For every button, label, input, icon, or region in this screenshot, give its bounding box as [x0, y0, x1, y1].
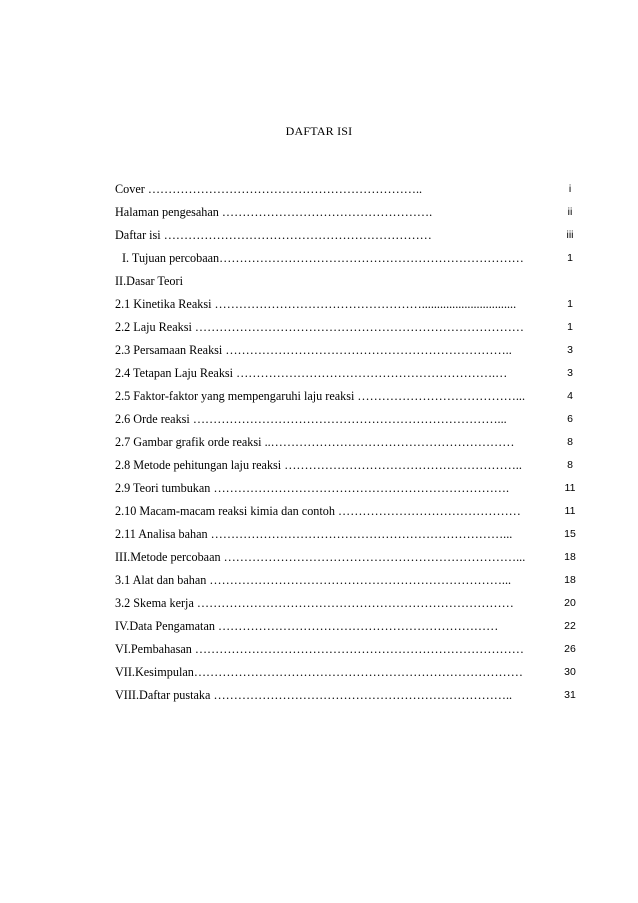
- toc-entry-page: 11: [564, 505, 576, 517]
- toc-section-data-pengamatan: [115, 615, 585, 638]
- toc-entry-2-3: [115, 339, 585, 362]
- toc-entry-page: 3: [567, 344, 573, 356]
- toc-entry-page: 20: [564, 597, 576, 609]
- toc-section-daftar-pustaka: [115, 684, 585, 707]
- toc-entry-label: 2.3 Persamaan Reaksi ……………………………………………………………..: [115, 343, 512, 357]
- toc-entry-page: 11: [564, 482, 576, 494]
- toc-entry-2-4: [115, 362, 585, 385]
- toc-entry-label: VI.Pembahasan ………………………………………………………………………: [115, 642, 524, 656]
- toc-entry-2-10: [115, 500, 585, 523]
- toc-entry-2-5: [115, 385, 585, 408]
- toc-entry-page: 26: [564, 643, 576, 655]
- toc-entry-page: 8: [567, 436, 573, 448]
- toc-entry-label: 2.7 Gambar grafik orde reaksi ..……………………………………………………: [115, 435, 515, 449]
- toc-entry-cover: [115, 178, 585, 201]
- toc-entry-label: 2.5 Faktor-faktor yang mempengaruhi laju reaksi …………………………………...: [115, 389, 525, 403]
- toc-entry-label: 2.2 Laju Reaksi ………………………………………………………………………: [115, 320, 524, 334]
- toc-entry-2-8: [115, 454, 585, 477]
- toc-entry-label: VII.Kesimpulan………………………………………………………………………: [115, 665, 523, 679]
- toc-section-kesimpulan: [115, 661, 585, 684]
- toc-entry-2-2: [115, 316, 585, 339]
- toc-entry-label: III.Metode percobaan ………………………………………………………………...: [115, 550, 526, 564]
- toc-entry-halaman-pengesahan: [115, 201, 585, 224]
- toc-entry-label: VIII.Daftar pustaka ………………………………………………………………..: [115, 688, 513, 702]
- toc-entry-label: 2.11 Analisa bahan ………………………………………………………………...: [115, 527, 513, 541]
- toc-section-pembahasan: [115, 638, 585, 661]
- toc-entry-label: 2.1 Kinetika Reaksi ……………………………………………...............................: [115, 297, 517, 311]
- toc-entry-3-1: [115, 569, 585, 592]
- toc-entry-2-7: [115, 431, 585, 454]
- toc-entry-page: 22: [564, 620, 576, 632]
- toc-entry-label: 2.4 Tetapan Laju Reaksi ……………………………………………………….…: [115, 366, 508, 380]
- toc-entry-page: 1: [567, 321, 573, 333]
- toc-entry-page: 18: [564, 551, 576, 563]
- toc-entry-page: 6: [567, 413, 573, 425]
- toc-entry-2-1: [115, 293, 585, 316]
- toc-entry-label: II.Dasar Teori: [115, 274, 183, 288]
- toc-entry-page: 3: [567, 367, 573, 379]
- toc-entry-page: 15: [564, 528, 576, 540]
- toc-section-metode-percobaan: [115, 546, 585, 569]
- toc-entry-label: Daftar isi …………………………………………………………: [115, 228, 432, 242]
- toc-entry-daftar-isi: [115, 224, 585, 247]
- toc-entry-page: iii: [566, 229, 574, 241]
- table-of-contents: [115, 178, 585, 707]
- toc-entry-page: 31: [564, 689, 576, 701]
- toc-entry-page: 8: [567, 459, 573, 471]
- toc-entry-page: i: [568, 183, 572, 195]
- toc-entry-page: 30: [564, 666, 576, 678]
- toc-entry-label: Halaman pengesahan …………………………………………….: [115, 205, 433, 219]
- toc-entry-3-2: [115, 592, 585, 615]
- toc-entry-label: Cover …………………………………………………………..: [115, 182, 423, 196]
- toc-entry-page: 18: [564, 574, 576, 586]
- toc-entry-2-9: [115, 477, 585, 500]
- toc-entry-label: 3.2 Skema kerja ……………………………………………………………………: [115, 596, 514, 610]
- toc-entry-2-6: [115, 408, 585, 431]
- toc-entry-label: I. Tujuan percobaan…………………………………………………………………: [122, 251, 524, 265]
- toc-entry-tujuan-percobaan: [115, 247, 585, 270]
- toc-entry-label: IV.Data Pengamatan ……………………………………………………………: [115, 619, 499, 633]
- toc-entry-label: 2.9 Teori tumbukan ……………………………………………………………….: [115, 481, 509, 495]
- toc-entry-label: 2.10 Macam-macam reaksi kimia dan contoh ………………………………………: [115, 504, 521, 518]
- toc-entry-page: ii: [567, 206, 573, 218]
- toc-entry-label: 2.6 Orde reaksi …………………………………………………………………...: [115, 412, 507, 426]
- toc-entry-page: 1: [567, 252, 573, 264]
- toc-section-dasar-teori: [115, 270, 585, 293]
- toc-entry-page: 4: [567, 390, 573, 402]
- toc-entry-page: 1: [567, 298, 573, 310]
- toc-entry-label: 2.8 Metode pehitungan laju reaksi …………………………………………………..: [115, 458, 522, 472]
- toc-entry-2-11: [115, 523, 585, 546]
- toc-entry-label: 3.1 Alat dan bahan ………………………………………………………………...: [115, 573, 512, 587]
- page-title: DAFTAR ISI: [285, 124, 353, 138]
